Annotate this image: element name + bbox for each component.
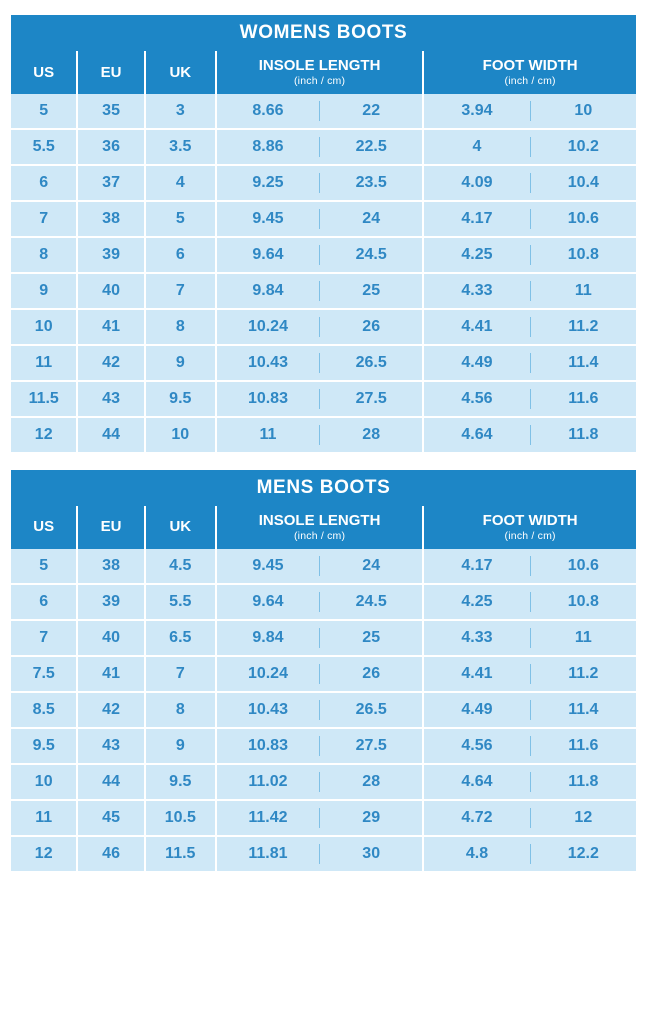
table-row — [11, 728, 636, 764]
cell-insole-inch: 11 — [259, 425, 277, 443]
column-header-insole-length — [216, 51, 423, 94]
cell-foot-width — [423, 728, 636, 764]
cell-width-cm: 11.6 — [568, 389, 599, 407]
column-header-eu — [77, 51, 144, 94]
cell-eu: 40 — [77, 620, 144, 656]
mens-boots-table-body — [11, 549, 636, 871]
column-header-insole-length-units: (inch / cm) — [293, 529, 346, 542]
cell-uk: 3.5 — [145, 129, 216, 165]
table-row — [11, 549, 636, 584]
cell-insole-cm: 24 — [362, 556, 381, 574]
cell-eu: 42 — [77, 692, 144, 728]
cell-eu: 43 — [77, 728, 144, 764]
womens-boots-table-head — [11, 51, 636, 94]
cell-eu: 45 — [77, 800, 144, 836]
cell-width-inch: 4.41 — [461, 664, 493, 682]
cell-insole-length — [216, 584, 423, 620]
cell-foot-width — [423, 692, 636, 728]
table-row — [11, 273, 636, 309]
cell-us: 10 — [11, 764, 77, 800]
cell-insole-cm: 26.5 — [355, 700, 387, 718]
cell-foot-width — [423, 620, 636, 656]
cell-insole-cm: 28 — [362, 425, 381, 443]
cell-foot-width — [423, 549, 636, 584]
cell-width-cm: 10.4 — [567, 173, 599, 191]
table-row — [11, 836, 636, 871]
column-header-us — [11, 506, 77, 549]
cell-width-inch: 4.33 — [461, 628, 493, 646]
cell-width-inch: 4.56 — [461, 389, 493, 407]
cell-width-cm: 10.6 — [567, 209, 599, 227]
cell-insole-length — [216, 656, 423, 692]
cell-insole-inch: 11.42 — [248, 808, 288, 826]
cell-us: 9.5 — [11, 728, 77, 764]
cell-insole-length — [216, 94, 423, 129]
cell-uk: 9.5 — [145, 381, 216, 417]
cell-eu: 41 — [77, 656, 144, 692]
cell-uk: 8 — [145, 692, 216, 728]
table-header-row — [11, 506, 636, 549]
cell-us: 5 — [11, 94, 77, 129]
cell-uk: 9 — [145, 345, 216, 381]
cell-insole-cm: 26 — [362, 664, 381, 682]
cell-insole-length — [216, 201, 423, 237]
cell-insole-length — [216, 836, 423, 871]
cell-insole-length — [216, 381, 423, 417]
cell-insole-inch: 11.02 — [248, 772, 288, 790]
cell-insole-cm: 24 — [362, 209, 381, 227]
cell-insole-length — [216, 620, 423, 656]
cell-eu: 37 — [77, 165, 144, 201]
cell-foot-width — [423, 165, 636, 201]
cell-width-cm: 10 — [574, 101, 593, 119]
column-header-eu-label: EU — [100, 518, 122, 536]
cell-insole-cm: 22 — [362, 101, 381, 119]
column-header-insole-length-label: INSOLE LENGTH — [258, 511, 381, 529]
cell-uk: 11.5 — [145, 836, 216, 871]
cell-uk: 4 — [145, 165, 216, 201]
column-header-insole-length-units: (inch / cm) — [293, 74, 346, 87]
cell-eu: 43 — [77, 381, 144, 417]
column-header-us-label: US — [33, 518, 55, 536]
cell-us: 5 — [11, 549, 77, 584]
cell-insole-inch: 10.83 — [247, 736, 288, 754]
cell-uk: 7 — [145, 273, 216, 309]
cell-width-inch: 4.17 — [461, 209, 493, 227]
cell-insole-cm: 24.5 — [355, 592, 387, 610]
cell-uk: 5 — [145, 201, 216, 237]
column-header-foot-width-label: FOOT WIDTH — [482, 57, 578, 74]
cell-width-inch: 4.25 — [461, 245, 493, 263]
cell-insole-inch: 9.25 — [252, 173, 284, 191]
cell-foot-width — [423, 381, 636, 417]
cell-us: 12 — [11, 836, 77, 871]
cell-insole-inch: 10.24 — [247, 664, 288, 682]
cell-insole-inch: 9.84 — [252, 281, 284, 299]
cell-insole-length — [216, 309, 423, 345]
cell-foot-width — [423, 309, 636, 345]
column-header-foot-width-label: FOOT WIDTH — [482, 511, 578, 529]
table-row — [11, 381, 636, 417]
cell-width-cm: 11 — [574, 281, 592, 299]
mens-boots-table-head — [11, 506, 636, 549]
cell-foot-width — [423, 836, 636, 871]
cell-foot-width — [423, 129, 636, 165]
cell-us: 10 — [11, 309, 77, 345]
cell-insole-inch: 10.24 — [247, 317, 288, 335]
table-row — [11, 129, 636, 165]
cell-eu: 35 — [77, 94, 144, 129]
column-header-eu-label: EU — [100, 63, 122, 81]
cell-foot-width — [423, 417, 636, 452]
column-header-uk — [145, 51, 216, 94]
cell-insole-cm: 23.5 — [355, 173, 387, 191]
column-header-uk-label: UK — [169, 63, 192, 81]
cell-insole-cm: 27.5 — [355, 736, 387, 754]
cell-foot-width — [423, 764, 636, 800]
cell-us: 7 — [11, 201, 77, 237]
table-row — [11, 584, 636, 620]
cell-uk: 7 — [145, 656, 216, 692]
cell-uk: 5.5 — [145, 584, 216, 620]
cell-insole-inch: 11.81 — [248, 844, 288, 862]
cell-eu: 42 — [77, 345, 144, 381]
cell-eu: 44 — [77, 764, 144, 800]
table-row — [11, 620, 636, 656]
cell-insole-length — [216, 417, 423, 452]
cell-width-cm: 11.8 — [568, 772, 599, 790]
cell-insole-cm: 25 — [362, 628, 381, 646]
cell-insole-inch: 9.64 — [252, 245, 284, 263]
cell-width-cm: 11.8 — [568, 425, 599, 443]
cell-uk: 8 — [145, 309, 216, 345]
table-header-row — [11, 51, 636, 94]
cell-insole-inch: 10.43 — [247, 700, 288, 718]
column-header-us-label: US — [33, 63, 55, 81]
cell-width-inch: 4.49 — [461, 700, 493, 718]
womens-boots-chart — [10, 14, 637, 453]
cell-insole-inch: 10.43 — [247, 353, 288, 371]
cell-eu: 39 — [77, 584, 144, 620]
cell-insole-cm: 29 — [362, 808, 381, 826]
table-row — [11, 417, 636, 452]
column-header-foot-width-units: (inch / cm) — [504, 529, 556, 542]
column-header-foot-width-units: (inch / cm) — [504, 74, 556, 87]
cell-eu: 40 — [77, 273, 144, 309]
cell-foot-width — [423, 273, 636, 309]
mens-boots-title: MENS BOOTS — [11, 470, 636, 506]
cell-insole-cm: 22.5 — [355, 137, 387, 155]
cell-insole-length — [216, 273, 423, 309]
cell-insole-inch: 9.84 — [252, 628, 284, 646]
column-header-foot-width — [423, 51, 636, 94]
cell-width-inch: 4.72 — [461, 808, 493, 826]
cell-us: 8 — [11, 237, 77, 273]
cell-us: 9 — [11, 273, 77, 309]
mens-boots-table — [11, 506, 636, 871]
cell-width-inch: 4.56 — [461, 736, 493, 754]
column-header-eu — [77, 506, 144, 549]
table-row — [11, 94, 636, 129]
cell-eu: 39 — [77, 237, 144, 273]
cell-width-cm: 10.2 — [567, 137, 599, 155]
table-row — [11, 656, 636, 692]
cell-uk: 3 — [145, 94, 216, 129]
cell-us: 5.5 — [11, 129, 77, 165]
cell-insole-length — [216, 800, 423, 836]
cell-us: 6 — [11, 584, 77, 620]
cell-eu: 46 — [77, 836, 144, 871]
cell-width-inch: 4.8 — [465, 844, 489, 862]
cell-width-inch: 4.41 — [461, 317, 493, 335]
cell-insole-length — [216, 165, 423, 201]
cell-insole-cm: 26 — [362, 317, 381, 335]
cell-width-cm: 10.8 — [567, 592, 599, 610]
cell-width-cm: 12.2 — [567, 844, 599, 862]
cell-insole-inch: 10.83 — [247, 389, 288, 407]
cell-eu: 38 — [77, 201, 144, 237]
cell-width-cm: 11.2 — [568, 664, 599, 682]
cell-insole-cm: 27.5 — [355, 389, 387, 407]
cell-insole-length — [216, 764, 423, 800]
table-row — [11, 237, 636, 273]
cell-eu: 41 — [77, 309, 144, 345]
cell-insole-inch: 9.45 — [252, 209, 284, 227]
table-row — [11, 165, 636, 201]
cell-insole-length — [216, 549, 423, 584]
cell-uk: 10 — [145, 417, 216, 452]
cell-eu: 38 — [77, 549, 144, 584]
column-header-insole-length — [216, 506, 423, 549]
cell-width-cm: 10.6 — [567, 556, 599, 574]
cell-foot-width — [423, 201, 636, 237]
cell-eu: 44 — [77, 417, 144, 452]
cell-us: 11.5 — [11, 381, 77, 417]
column-header-uk — [145, 506, 216, 549]
column-header-insole-length-label: INSOLE LENGTH — [258, 57, 381, 74]
cell-width-inch: 4.49 — [461, 353, 493, 371]
cell-insole-inch: 8.66 — [252, 101, 284, 119]
table-row — [11, 309, 636, 345]
cell-width-cm: 11.4 — [568, 700, 599, 718]
table-row — [11, 201, 636, 237]
cell-insole-length — [216, 728, 423, 764]
cell-us: 8.5 — [11, 692, 77, 728]
table-row — [11, 692, 636, 728]
table-row — [11, 345, 636, 381]
cell-insole-length — [216, 129, 423, 165]
womens-boots-table — [11, 51, 636, 452]
cell-uk: 10.5 — [145, 800, 216, 836]
cell-insole-cm: 26.5 — [355, 353, 387, 371]
cell-us: 11 — [11, 345, 77, 381]
cell-insole-cm: 28 — [362, 772, 381, 790]
cell-foot-width — [423, 345, 636, 381]
cell-width-inch: 3.94 — [461, 101, 493, 119]
cell-foot-width — [423, 656, 636, 692]
cell-insole-cm: 30 — [362, 844, 381, 862]
cell-insole-inch: 9.64 — [252, 592, 284, 610]
cell-uk: 4.5 — [145, 549, 216, 584]
cell-uk: 9.5 — [145, 764, 216, 800]
cell-foot-width — [423, 237, 636, 273]
cell-foot-width — [423, 94, 636, 129]
table-row — [11, 764, 636, 800]
cell-width-cm: 11 — [574, 628, 592, 646]
cell-width-cm: 11.2 — [568, 317, 599, 335]
cell-uk: 6 — [145, 237, 216, 273]
cell-uk: 6.5 — [145, 620, 216, 656]
cell-width-cm: 10.8 — [567, 245, 599, 263]
cell-uk: 9 — [145, 728, 216, 764]
table-row — [11, 800, 636, 836]
column-header-foot-width — [423, 506, 636, 549]
cell-eu: 36 — [77, 129, 144, 165]
cell-insole-inch: 9.45 — [252, 556, 284, 574]
cell-us: 7.5 — [11, 656, 77, 692]
cell-insole-length — [216, 237, 423, 273]
cell-width-inch: 4.09 — [461, 173, 493, 191]
cell-foot-width — [423, 800, 636, 836]
cell-foot-width — [423, 584, 636, 620]
cell-us: 11 — [11, 800, 77, 836]
cell-width-cm: 12 — [574, 808, 593, 826]
cell-width-inch: 4.33 — [461, 281, 493, 299]
cell-width-inch: 4.64 — [461, 772, 493, 790]
cell-insole-cm: 24.5 — [355, 245, 387, 263]
cell-us: 7 — [11, 620, 77, 656]
cell-width-inch: 4.17 — [461, 556, 493, 574]
mens-boots-chart — [10, 469, 637, 872]
cell-width-inch: 4 — [472, 137, 482, 155]
cell-width-inch: 4.25 — [461, 592, 493, 610]
womens-boots-title: WOMENS BOOTS — [11, 15, 636, 51]
cell-insole-length — [216, 345, 423, 381]
column-header-uk-label: UK — [169, 518, 192, 536]
cell-insole-cm: 25 — [362, 281, 381, 299]
womens-boots-table-body — [11, 94, 636, 452]
cell-insole-inch: 8.86 — [252, 137, 284, 155]
cell-insole-length — [216, 692, 423, 728]
cell-width-cm: 11.4 — [568, 353, 599, 371]
cell-us: 6 — [11, 165, 77, 201]
cell-width-inch: 4.64 — [461, 425, 493, 443]
cell-us: 12 — [11, 417, 77, 452]
column-header-us — [11, 51, 77, 94]
cell-width-cm: 11.6 — [568, 736, 599, 754]
